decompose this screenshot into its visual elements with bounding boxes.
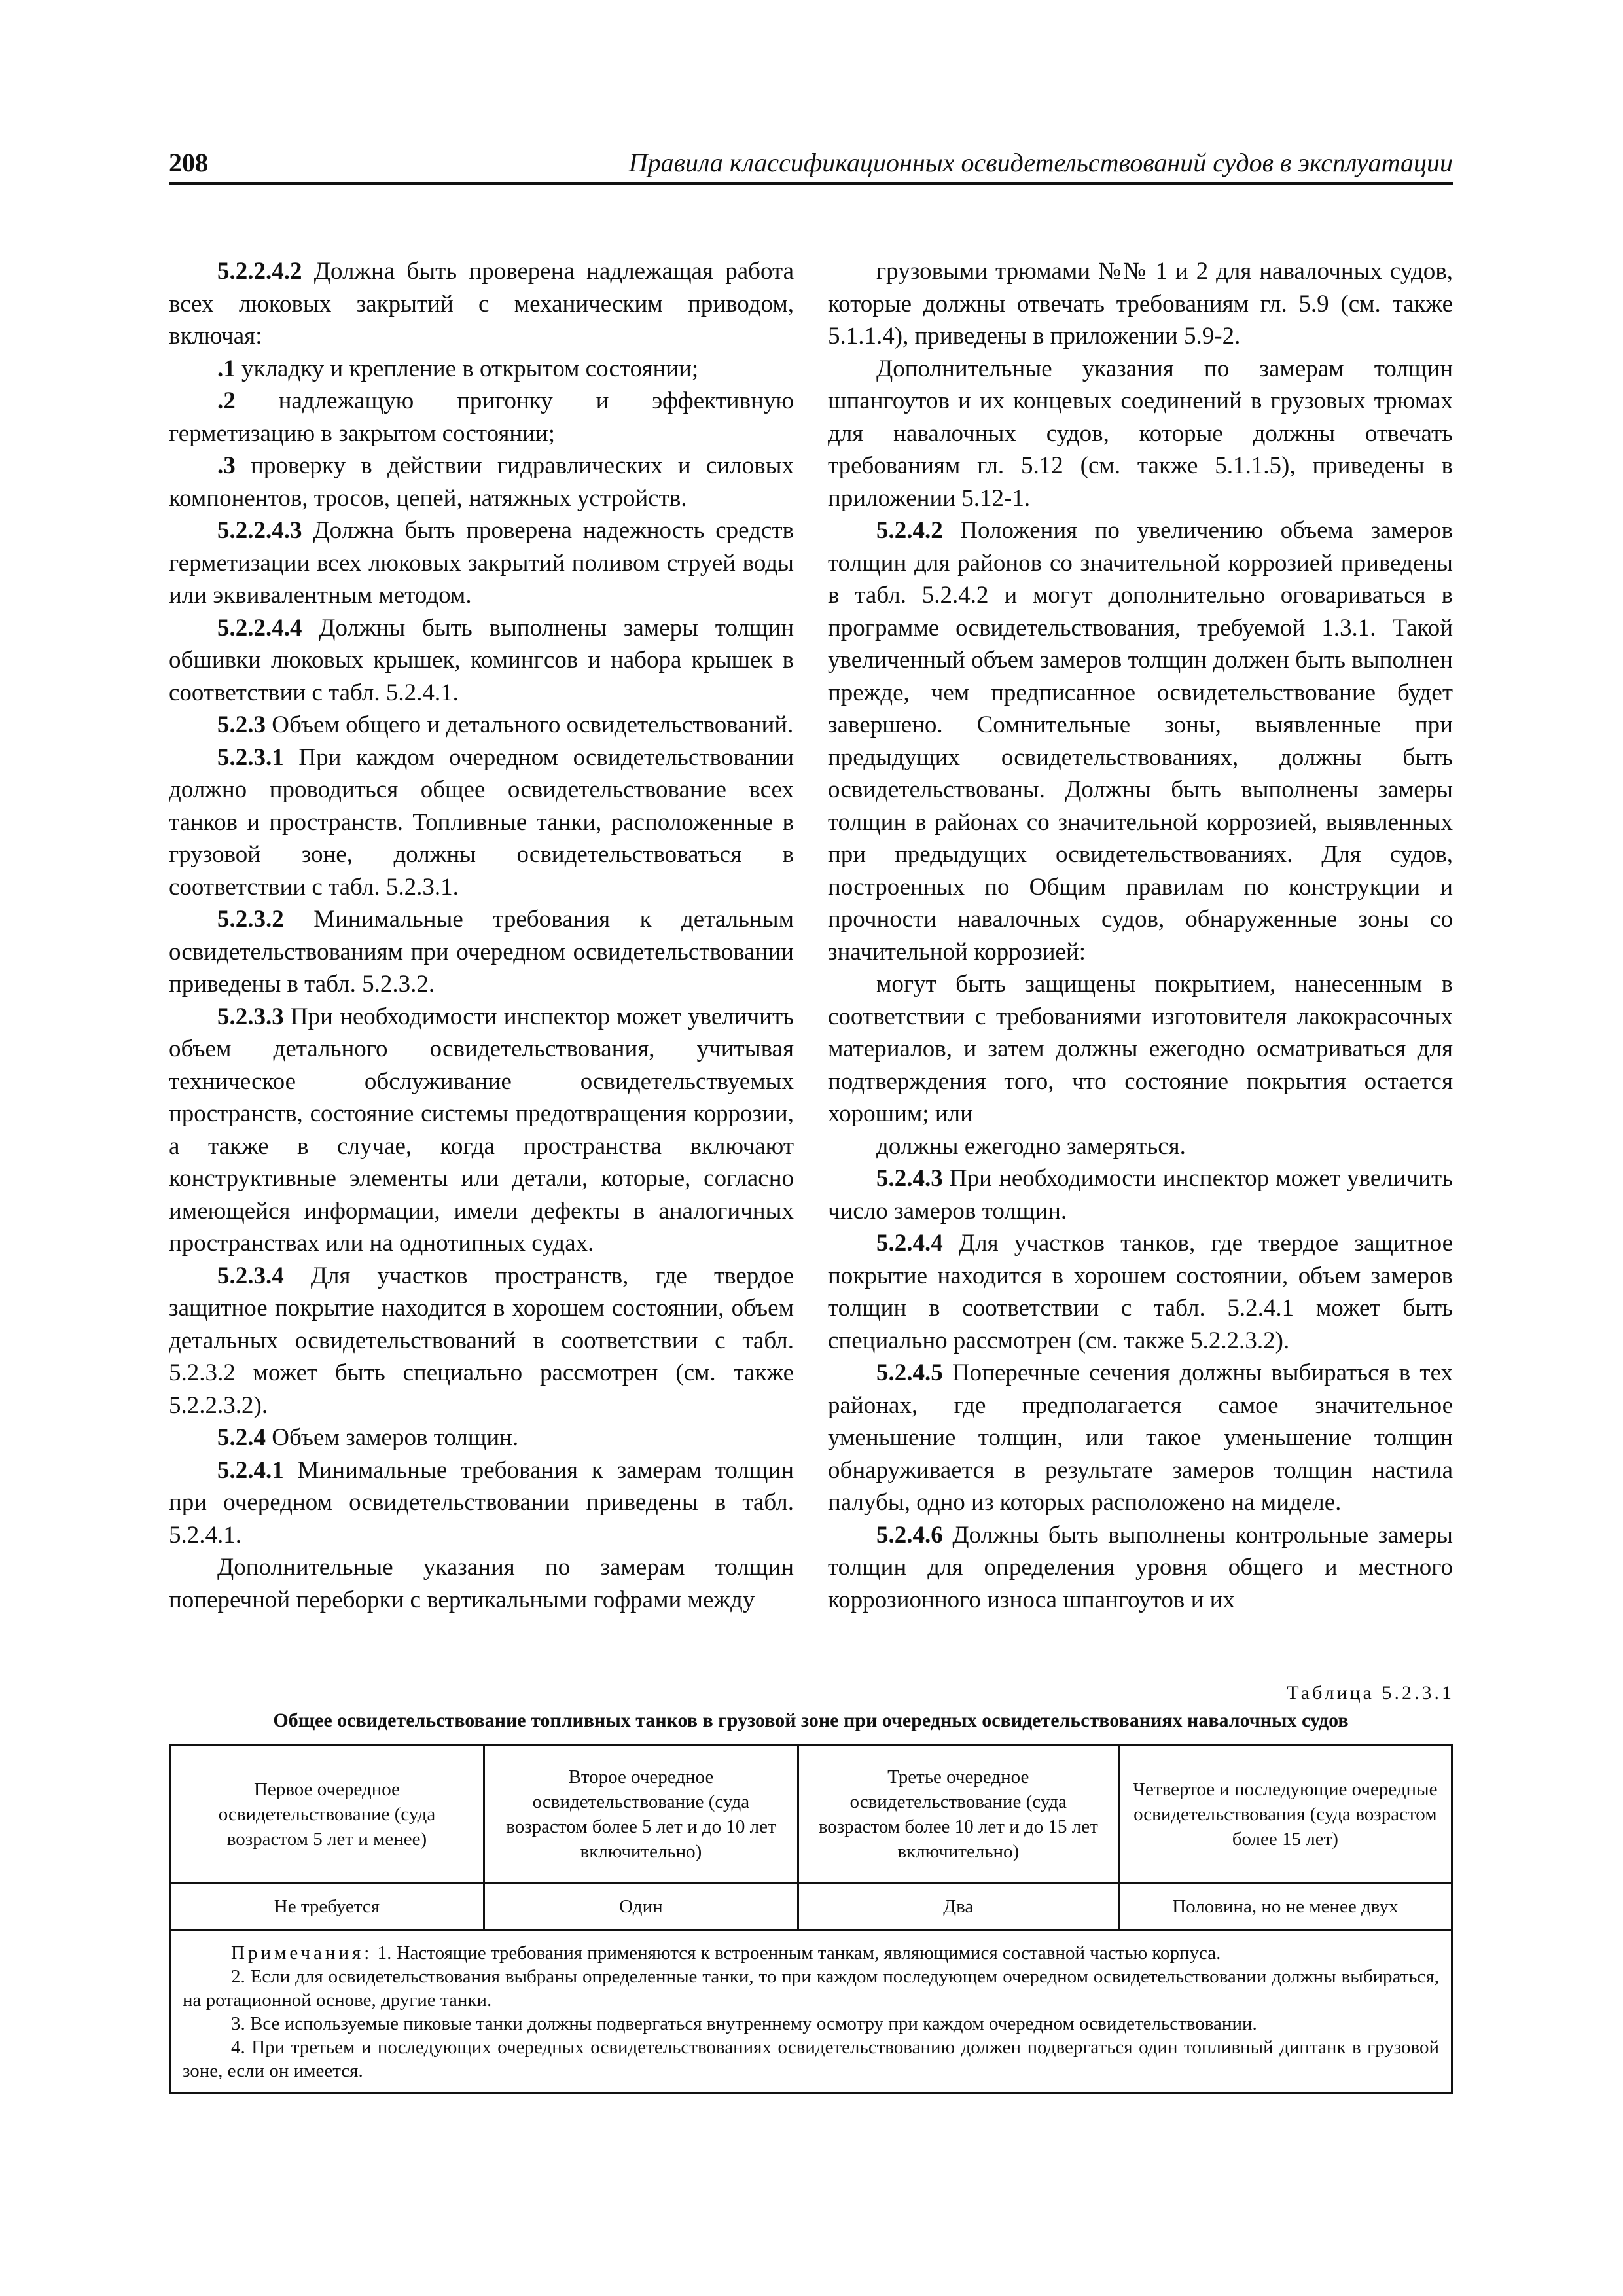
clause-number: 5.2.3.2 [217, 906, 284, 933]
paragraph-text: укладку и крепление в открытом состоянии; [241, 355, 699, 382]
paragraph [169, 353, 794, 386]
paragraph [169, 450, 794, 514]
paragraph [169, 514, 794, 612]
table-row [170, 1884, 1452, 1930]
paragraph [169, 1422, 794, 1454]
table-header-cell: Четвертое и последующие очередные освидетельствования (суда возрастом более 15 лет) [1118, 1746, 1452, 1884]
paragraph-text: надлежащую пригонку и эффективную герметизацию в закрытом состоянии; [169, 387, 794, 447]
paragraph [828, 1357, 1453, 1519]
paragraph [169, 1551, 794, 1616]
paragraph-text: Должны быть выполнены контрольные замеры толщин для определения уровня общего и местного коррозионного износа шпангоутов и их [828, 1521, 1454, 1613]
paragraph-text: Дополнительные указания по замерам толщин поперечной переборки с вертикальными гофрами между [169, 1554, 794, 1613]
paragraph [169, 612, 794, 709]
note-item: 2. Если для освидетельствования выбраны определенные танки, то при каждом последующем очередном освидетельствовании должны выбираться, на ротационной основе, другие танки. [183, 1966, 1439, 2011]
paragraph-text: Дополнительные указания по замерам толщин шпангоутов и их концевых соединений в грузовых трюмах для навалочных судов, которые должны отвечать требованиям гл. 5.12 (см. также 5.1.1.5), приведены в приложении 5.12-1. [828, 355, 1453, 512]
paragraph [169, 1454, 794, 1552]
paragraph-text: При необходимости инспектор может увеличить объем детального освидетельствования, учитывая техническое обслуживание освидетельствуемых пространств, состояние системы предотвращения коррозии, а также в случае, когда пространства включают конструктивные элементы или детали, которые, согласно имеющейся информации, имели дефекты в аналогичных пространствах или на однотипных судах. [169, 1003, 794, 1257]
paragraph-text: Объем общего и детального освидетельствований. [272, 711, 794, 738]
table-caption: Таблица 5.2.3.1 [1287, 1682, 1454, 1704]
table-header-row [170, 1746, 1452, 1884]
note-item: 1. Настоящие требования применяются к встроенным танкам, являющимися составной частью корпуса. [377, 1943, 1221, 1964]
survey-table [169, 1744, 1453, 2094]
right-column [828, 255, 1453, 1616]
clause-number: 5.2.4.3 [876, 1165, 943, 1192]
table-cell: Половина, но не менее двух [1118, 1884, 1452, 1930]
clause-number: .1 [217, 355, 236, 382]
table-notes-row [170, 1930, 1452, 2093]
page-number: 208 [169, 148, 208, 177]
paragraph [169, 1001, 794, 1260]
clause-number: .3 [217, 452, 236, 479]
paragraph [169, 255, 794, 353]
paragraph [169, 1260, 794, 1422]
clause-number: 5.2.3.4 [217, 1262, 284, 1289]
table-cell: Один [484, 1884, 798, 1930]
paragraph-text: Объем замеров толщин. [272, 1424, 519, 1451]
clause-number: 5.2.4 [217, 1424, 266, 1451]
clause-number: 5.2.3 [217, 711, 266, 738]
paragraph [828, 968, 1453, 1130]
clause-number: 5.2.4.4 [876, 1230, 943, 1257]
table-header-cell: Первое очередное освидетельствование (суда возрастом 5 лет и менее) [170, 1746, 484, 1884]
paragraph-text: Должна быть проверена надлежащая работа всех люковых закрытий с механическим приводом, включая: [169, 258, 794, 350]
paragraph-text: При каждом очередном освидетельствовании должно проводиться общее освидетельствование всех танков и пространств. Топливные танки, расположенные в грузовой зоне, должны освидетельствоваться в соответствии с табл. 5.2.3.1. [169, 744, 794, 901]
paragraph [828, 1519, 1453, 1617]
left-column [169, 255, 794, 1616]
table-header-cell: Третье очередное освидетельствование (суда возрастом более 10 лет и до 15 лет включительно) [798, 1746, 1118, 1884]
paragraph-text: Должна быть проверена надежность средств герметизации всех люковых закрытий поливом струей воды или эквивалентным методом. [169, 517, 794, 609]
paragraph-text: могут быть защищены покрытием, нанесенным в соответствии с требованиями изготовителя лакокрасочных материалов, и затем должны ежегодно осматриваться для подтверждения того, что состояние покрытия остается хорошим; или [828, 971, 1453, 1127]
paragraph-text: Поперечные сечения должны выбираться в тех районах, где предполагается самое значительное уменьшение толщин, или такое уменьшение толщин обнаруживается в результате замеров толщин настила палубы, одно из которых расположено на миделе. [828, 1359, 1454, 1516]
clause-number: 5.2.4.2 [876, 517, 943, 544]
paragraph-text: Должны быть выполнены замеры толщин обшивки люковых крышек, комингсов и набора крышек в соответствии с табл. 5.2.4.1. [169, 614, 794, 706]
running-title: Правила классификационных освидетельствований судов в эксплуатации [628, 148, 1453, 177]
paragraph-text: проверку в действии гидравлических и силовых компонентов, тросов, цепей, натяжных устройств. [169, 452, 794, 512]
paragraph [828, 1227, 1453, 1357]
paragraph [169, 385, 794, 450]
paragraph-text: Для участков танков, где твердое защитное покрытие находится в хорошем состоянии, объем замеров толщин в соответствии с табл. 5.2.4.1 может быть специально рассмотрен (см. также 5.2.2.3.2). [828, 1230, 1454, 1354]
page-header [169, 145, 1453, 185]
paragraph [828, 255, 1453, 353]
paragraph [169, 903, 794, 1001]
clause-number: .2 [217, 387, 236, 414]
paragraph-text: При необходимости инспектор может увеличить число замеров толщин. [828, 1165, 1454, 1225]
clause-number: 5.2.4.1 [217, 1456, 284, 1484]
table-header-cell: Второе очередное освидетельствование (суда возрастом более 5 лет и до 10 лет включительно) [484, 1746, 798, 1884]
note-item: 4. При третьем и последующих очередных освидетельствованиях освидетельствованию должен подвергаться один топливный диптанк в грузовой зоне, если он имеется. [183, 2037, 1439, 2081]
notes-label: Примечания: [231, 1943, 373, 1964]
paragraph [169, 742, 794, 904]
paragraph-text: Минимальные требования к детальным освидетельствованиям при очередном освидетельствовании приведены в табл. 5.2.3.2. [169, 906, 794, 997]
table-cell: Не требуется [170, 1884, 484, 1930]
table-title: Общее освидетельствование топливных танков в грузовой зоне при очередных освидетельствованиях навалочных судов [273, 1710, 1349, 1731]
paragraph [828, 1162, 1453, 1227]
paragraph-text: грузовыми трюмами №№ 1 и 2 для навалочных судов, которые должны отвечать требованиям гл. 5.9 (см. также 5.1.1.4), приведены в приложении 5.9-2. [828, 258, 1453, 350]
clause-number: 5.2.4.6 [876, 1521, 943, 1549]
paragraph [828, 1130, 1453, 1163]
table-notes [170, 1930, 1452, 2093]
clause-number: 5.2.3.3 [217, 1003, 284, 1030]
clause-number: 5.2.4.5 [876, 1359, 943, 1386]
paragraph-text: Минимальные требования к замерам толщин при очередном освидетельствовании приведены в табл. 5.2.4.1. [169, 1456, 794, 1549]
paragraph-text: должны ежегодно замеряться. [876, 1132, 1186, 1160]
paragraph [169, 709, 794, 742]
paragraph-text: Положения по увеличению объема замеров толщин для районов со значительной коррозией приведены в табл. 5.2.4.2 и могут дополнительно оговариваться в программе освидетельствования, требуемой 1.3.1. Такой увеличенный объем замеров толщин должен быть выполнен прежде, чем предписанное освидетельствование будет завершено. Сомнительные зоны, выявленные при предыдущих освидетельствованиях, должны быть освидетельствованы. Должны быть выполнены замеры толщин в районах со значительной коррозией, выявленных при предыдущих освидетельствованиях. Для судов, построенных по Общим правилам по конструкции и прочности навалочных судов, обнаруженные зоны со значительной коррозией: [828, 517, 1454, 965]
clause-number: 5.2.2.4.3 [217, 517, 302, 544]
clause-number: 5.2.3.1 [217, 744, 284, 771]
note-item: 3. Все используемые пиковые танки должны подвергаться внутреннему осмотру при каждом очередном освидетельствовании. [231, 2013, 1257, 2034]
paragraph [828, 514, 1453, 968]
clause-number: 5.2.2.4.4 [217, 614, 302, 641]
paragraph-text: Для участков пространств, где твердое защитное покрытие находится в хорошем состоянии, объем детальных освидетельствований в соответствии с табл. 5.2.3.2 может быть специально рассмотрен (см. также 5.2.2.3.2). [169, 1262, 794, 1419]
paragraph [828, 353, 1453, 515]
clause-number: 5.2.2.4.2 [217, 258, 302, 285]
table-cell: Два [798, 1884, 1118, 1930]
